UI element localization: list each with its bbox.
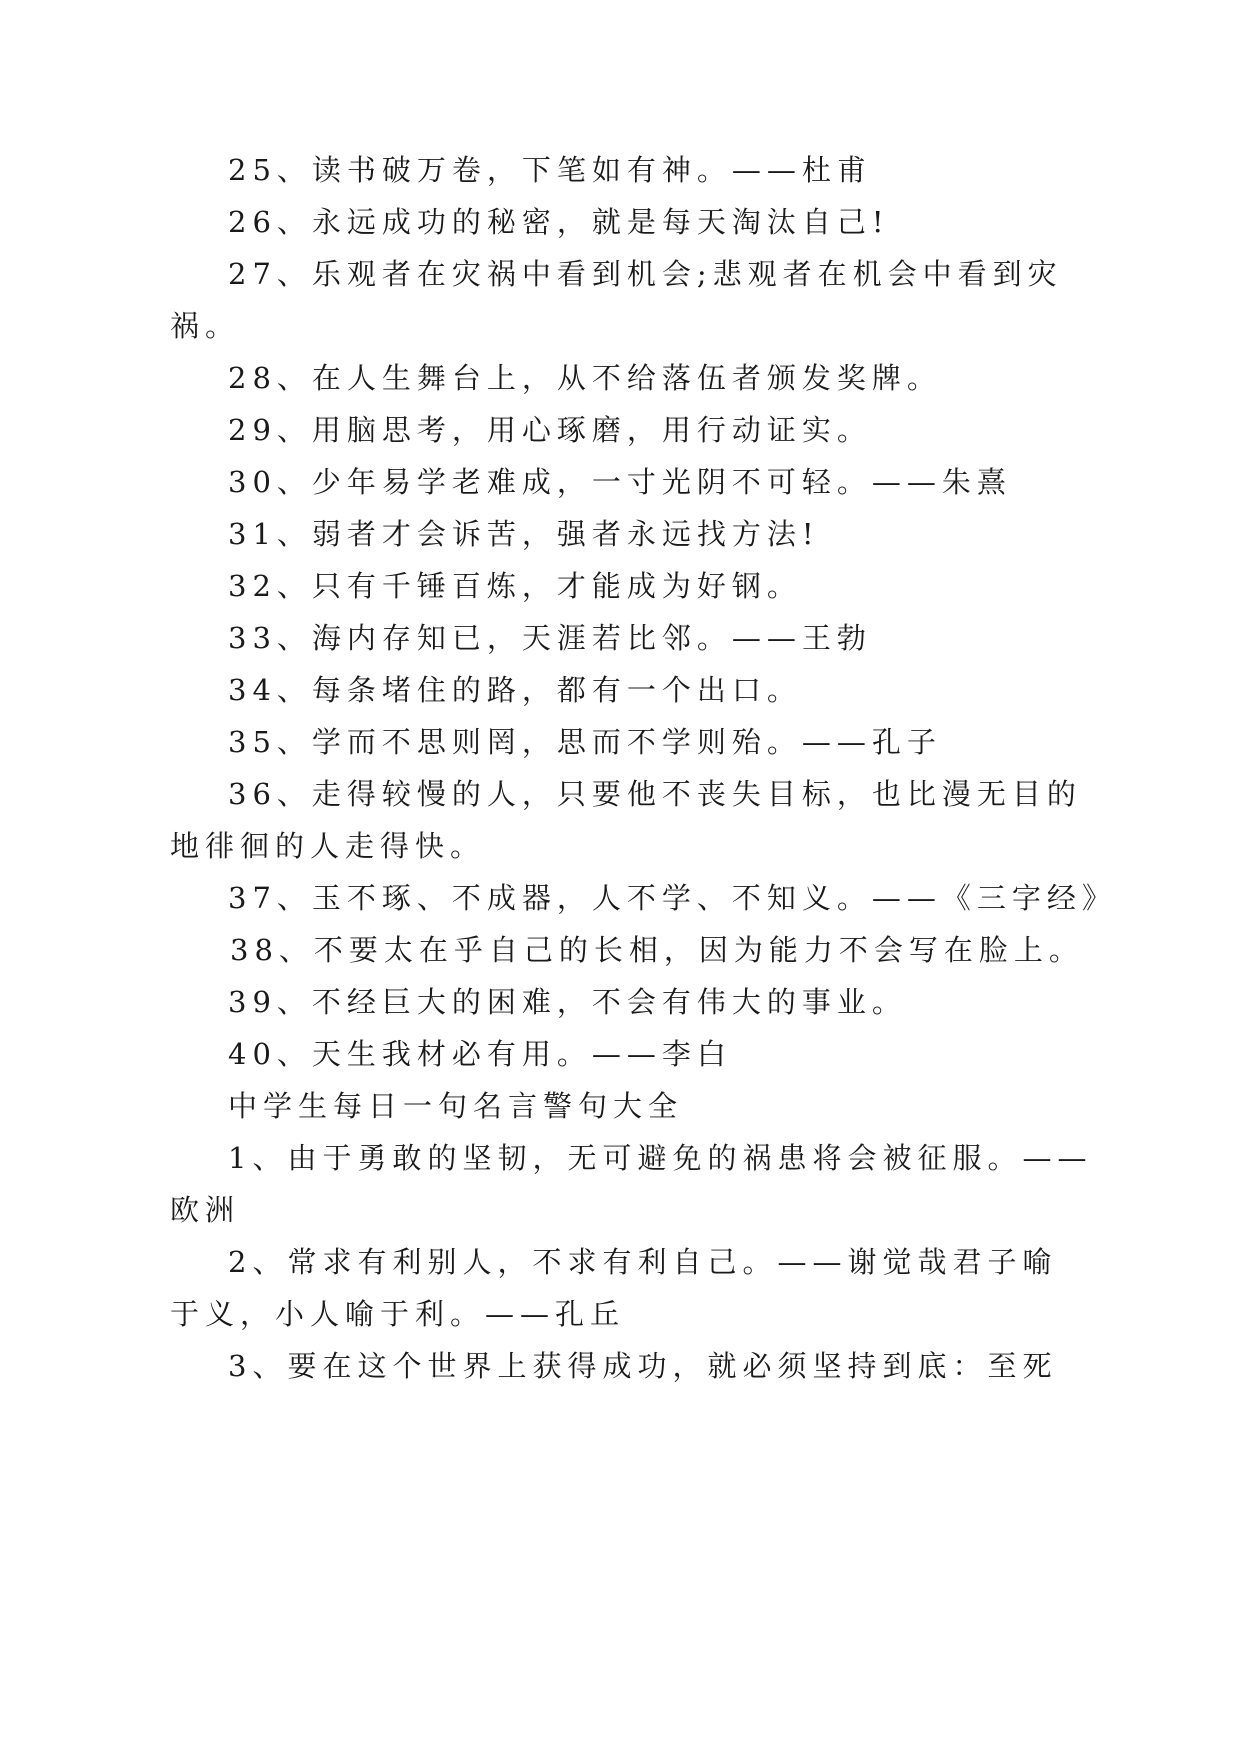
quote-line-27-cont: 祸。	[170, 309, 241, 343]
quote-line-1-cont: 欧洲	[170, 1193, 241, 1227]
quote-line-38: 38、不要太在乎自己的长相，因为能力不会写在脸上。	[230, 933, 1084, 967]
quote-line-36: 36、走得较慢的人，只要他不丧失目标，也比漫无目的	[228, 777, 1082, 811]
quote-line-3: 3、要在这个世界上获得成功，就必须坚持到底：至死	[228, 1349, 1058, 1383]
quote-line-31: 31、弱者才会诉苦，强者永远找方法!	[228, 517, 820, 551]
quote-line-26: 26、永远成功的秘密，就是每天淘汰自己!	[228, 205, 890, 239]
quote-line-29: 29、用脑思考，用心琢磨，用行动证实。	[228, 413, 872, 447]
quote-line-39: 39、不经巨大的困难，不会有伟大的事业。	[228, 985, 907, 1019]
quote-line-2-cont: 于义，小人喻于利。——孔丘	[170, 1297, 626, 1331]
quote-line-36-cont: 地徘徊的人走得快。	[170, 829, 486, 863]
quote-line-27: 27、乐观者在灾祸中看到机会;悲观者在机会中看到灾	[228, 257, 1063, 291]
quote-line-28: 28、在人生舞台上，从不给落伍者颁发奖牌。	[228, 361, 942, 395]
quote-line-40: 40、天生我材必有用。——李白	[228, 1037, 732, 1071]
quote-line-30: 30、少年易学老难成，一寸光阴不可轻。——朱熹	[228, 465, 1012, 499]
section-heading: 中学生每日一句名言警句大全	[228, 1089, 684, 1123]
quote-line-37: 37、玉不琢、不成器，人不学、不知义。——《三字经》	[228, 881, 1117, 915]
quote-line-2: 2、常求有利别人，不求有利自己。——谢觉哉君子喻	[228, 1245, 1058, 1279]
quote-line-1: 1、由于勇敢的坚韧，无可避免的祸患将会被征服。——	[228, 1141, 1093, 1175]
quote-line-32: 32、只有千锤百炼，才能成为好钢。	[228, 569, 802, 603]
quote-line-34: 34、每条堵住的路，都有一个出口。	[228, 673, 802, 707]
quote-line-25: 25、读书破万卷，下笔如有神。——杜甫	[228, 153, 872, 187]
quote-line-35: 35、学而不思则罔，思而不学则殆。——孔子	[228, 725, 942, 759]
quote-line-33: 33、海内存知已，天涯若比邻。——王勃	[228, 621, 872, 655]
